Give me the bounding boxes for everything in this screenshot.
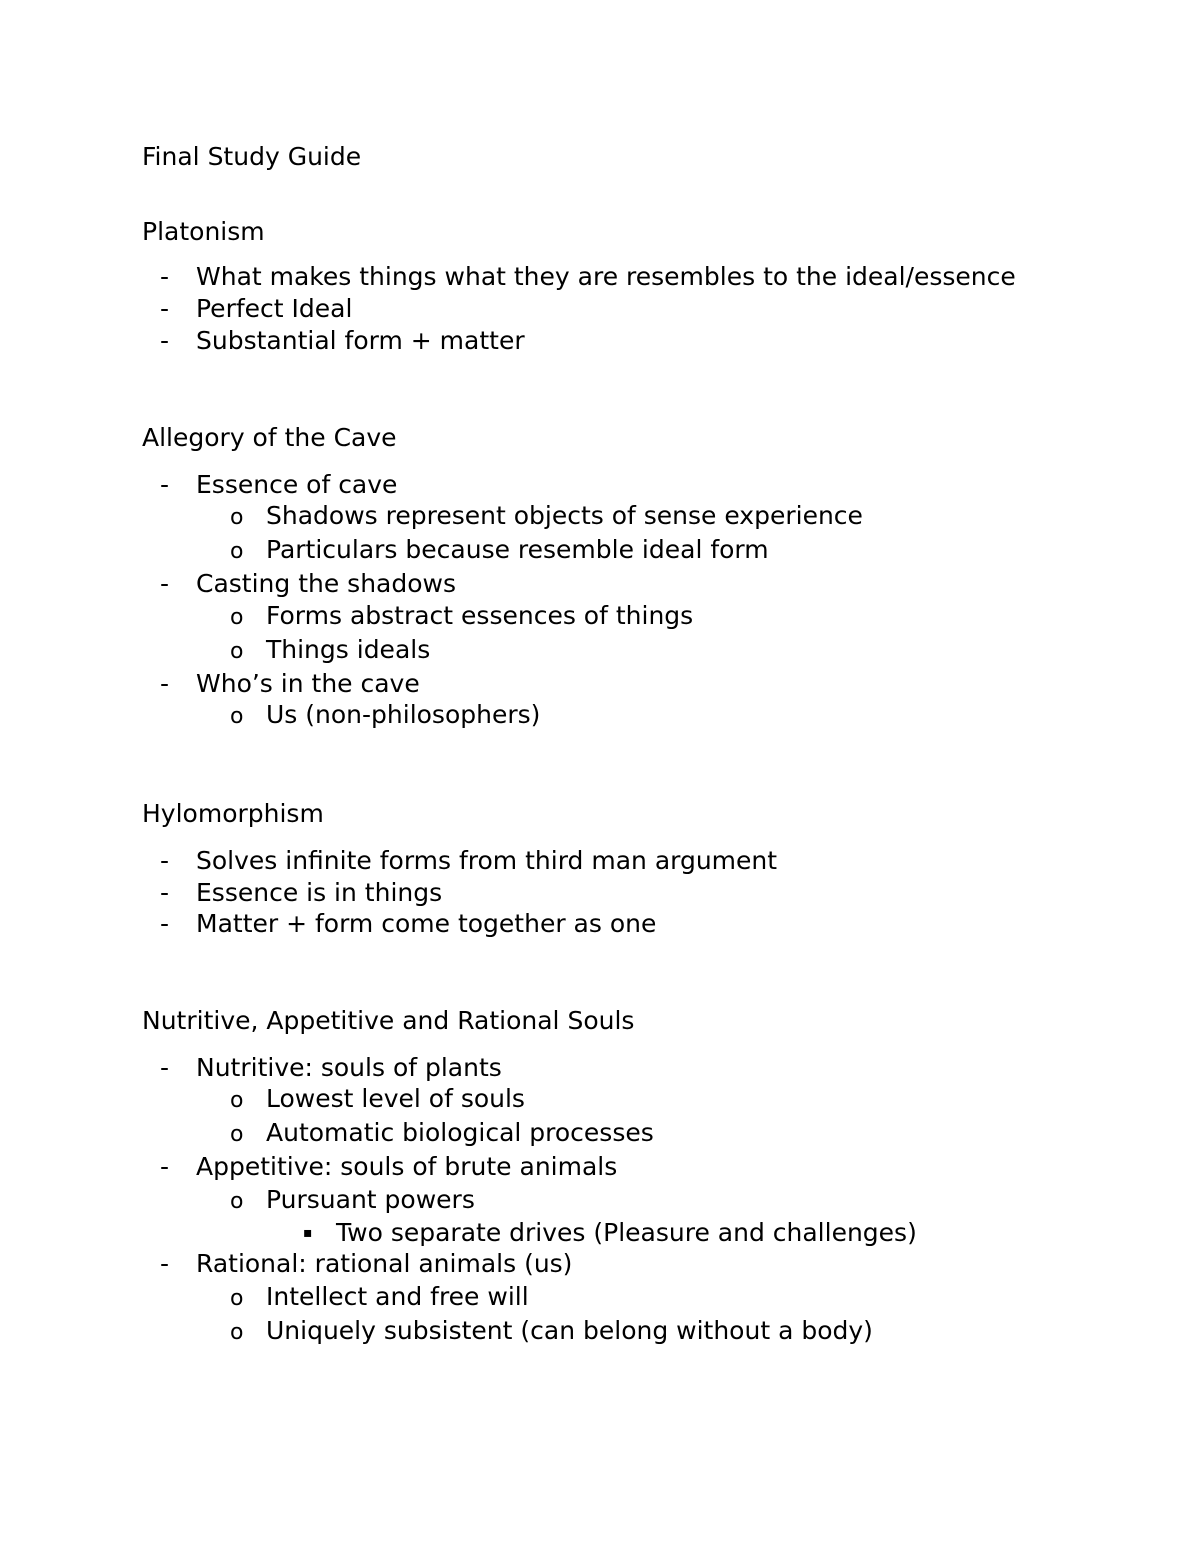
list-item: Perfect Ideal <box>196 294 353 323</box>
sub-list-item: Us (non-philosophers) <box>266 700 541 729</box>
circle-bullet: o <box>230 605 244 630</box>
dash-bullet: - <box>160 470 170 499</box>
sub-list-item: Pursuant powers <box>266 1185 475 1214</box>
dash-bullet: - <box>160 262 170 291</box>
circle-bullet: o <box>230 1088 244 1113</box>
dash-bullet: - <box>160 326 170 355</box>
circle-bullet: o <box>230 1189 244 1214</box>
dash-bullet: - <box>160 909 170 938</box>
circle-bullet: o <box>230 539 244 564</box>
dash-bullet: - <box>160 878 170 907</box>
dash-bullet: - <box>160 669 170 698</box>
sub-list-item: Things ideals <box>266 635 431 664</box>
sub-list-item: Shadows represent objects of sense experience <box>266 501 863 530</box>
circle-bullet: o <box>230 1122 244 1147</box>
circle-bullet: o <box>230 704 244 729</box>
sub-list-item: Forms abstract essences of things <box>266 601 694 630</box>
dash-bullet: - <box>160 1249 170 1278</box>
list-item: Nutritive: souls of plants <box>196 1053 502 1082</box>
sub-list-item: Uniquely subsistent (can belong without a body) <box>266 1316 873 1345</box>
sub-sub-list-item: Two separate drives (Pleasure and challenges) <box>336 1218 917 1247</box>
list-item: Appetitive: souls of brute animals <box>196 1152 618 1181</box>
sub-list-item: Automatic biological processes <box>266 1118 654 1147</box>
dash-bullet: - <box>160 569 170 598</box>
dash-bullet: - <box>160 294 170 323</box>
list-item: Essence is in things <box>196 878 443 907</box>
page-title: Final Study Guide <box>142 142 362 171</box>
section-heading: Hylomorphism <box>142 799 324 828</box>
list-item: Rational: rational animals (us) <box>196 1249 573 1278</box>
sub-list-item: Lowest level of souls <box>266 1084 525 1113</box>
circle-bullet: o <box>230 1286 244 1311</box>
dash-bullet: - <box>160 1053 170 1082</box>
list-item: Essence of cave <box>196 470 398 499</box>
circle-bullet: o <box>230 1320 244 1345</box>
section-heading: Nutritive, Appetitive and Rational Souls <box>142 1006 635 1035</box>
list-item: Matter + form come together as one <box>196 909 657 938</box>
sub-list-item: Particulars because resemble ideal form <box>266 535 769 564</box>
dash-bullet: - <box>160 1152 170 1181</box>
list-item: Solves infinite forms from third man argument <box>196 846 778 875</box>
circle-bullet: o <box>230 505 244 530</box>
circle-bullet: o <box>230 639 244 664</box>
square-bullet: ▪ <box>303 1225 313 1241</box>
section-heading: Allegory of the Cave <box>142 423 397 452</box>
list-item: Casting the shadows <box>196 569 457 598</box>
dash-bullet: - <box>160 846 170 875</box>
list-item: What makes things what they are resembles to the ideal/essence <box>196 262 1016 291</box>
section-heading: Platonism <box>142 217 265 246</box>
sub-list-item: Intellect and free will <box>266 1282 529 1311</box>
list-item: Substantial form + matter <box>196 326 525 355</box>
list-item: Who’s in the cave <box>196 669 420 698</box>
